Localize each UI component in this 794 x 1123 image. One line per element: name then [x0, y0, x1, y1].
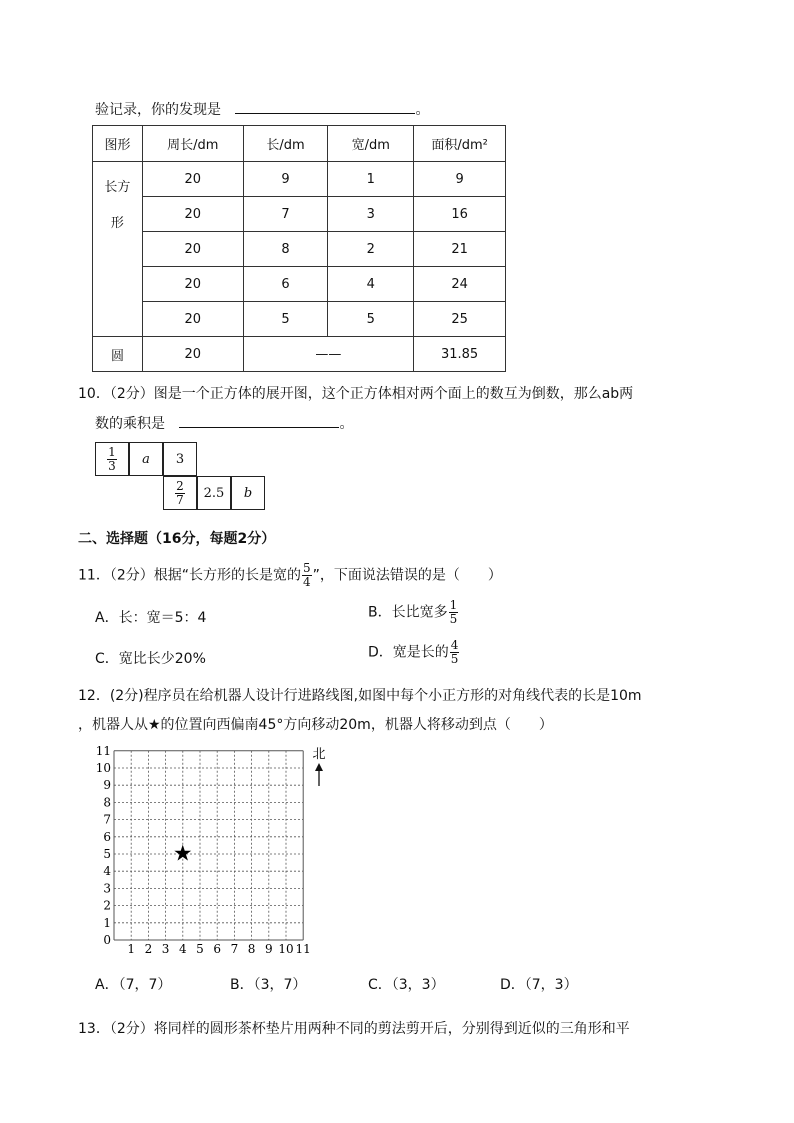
net-face-two-point-five: 2.5	[197, 476, 231, 510]
y-tick-label: 10	[95, 761, 111, 775]
table-row: 20 7 3 16	[93, 197, 506, 232]
table-row: 20 5 5 25	[93, 302, 506, 337]
table-header: 周长/dm	[142, 126, 243, 162]
net-face-two-sevenths: $\frac{2}{7}$	[163, 476, 197, 510]
q10-line1: 10．（2分）图是一个正方体的展开图，这个正方体相对两个面上的数互为倒数，那么ab两	[78, 386, 634, 402]
answer-blank	[179, 413, 339, 428]
section-title: 二、选择题（16分，每题2分）	[78, 531, 276, 547]
q11-option-a[interactable]: A．长：宽＝5：4	[95, 610, 207, 626]
y-tick-label: 11	[95, 743, 111, 758]
y-tick-label: 3	[103, 881, 111, 896]
table-header-row	[93, 126, 506, 162]
x-tick-label: 9	[264, 942, 273, 956]
y-tick-label: 2	[103, 898, 111, 913]
y-tick-label: 0	[103, 933, 111, 947]
x-tick-label: 8	[247, 942, 256, 956]
table-row: 长方形 20 9 1 9	[93, 162, 506, 197]
q10-line2: 数的乘积是 。	[95, 413, 353, 433]
net-face-a: a	[129, 442, 163, 476]
y-tick-label: 6	[103, 829, 111, 844]
north-label: 北	[312, 747, 326, 762]
q12-option-b[interactable]: B．（3，7）	[230, 977, 307, 993]
y-axis-labels	[96, 744, 112, 947]
y-tick-label: 9	[103, 778, 111, 793]
q11-option-d[interactable]: D．宽是长的 $\frac{4}{5}$	[368, 638, 459, 666]
q13-line1: 13．（2分）将同样的圆形茶杯垫片用两种不同的剪法剪开后，分别得到近似的三角形和平	[78, 1021, 630, 1037]
table-header: 面积/dm²	[414, 126, 506, 162]
net-face-three: 3	[163, 442, 197, 476]
cube-net	[95, 442, 275, 514]
q12-option-d[interactable]: D．（7，3）	[500, 977, 578, 993]
x-tick-label: 10	[278, 942, 294, 956]
star-icon: ★	[172, 841, 193, 867]
x-tick-label: 1	[127, 942, 136, 956]
grid-lines	[114, 751, 303, 940]
table-row: 20 8 2 21	[93, 232, 506, 267]
x-tick-label: 6	[213, 942, 222, 956]
y-tick-label: 7	[103, 812, 111, 827]
answer-blank	[235, 99, 415, 114]
x-tick-label: 2	[144, 942, 153, 956]
q12-option-c[interactable]: C．（3，3）	[368, 977, 445, 993]
north-arrowhead-icon	[315, 763, 323, 771]
intro-line: 验记录，你的发现是 。	[95, 99, 429, 119]
q11-option-c[interactable]: C．宽比长少20%	[95, 651, 206, 667]
x-tick-label: 3	[161, 942, 170, 956]
y-tick-label: 1	[103, 915, 111, 930]
table-row: 20 6 4 24	[93, 267, 506, 302]
y-tick-label: 4	[103, 864, 111, 879]
table-header: 宽/dm	[328, 126, 414, 162]
q12-option-a[interactable]: A．（7，7）	[95, 977, 172, 993]
y-tick-label: 8	[103, 795, 111, 810]
table-row-circle: 圆 20 —— 31.85	[93, 337, 506, 372]
q12-line1: 12．(2分)程序员在给机器人设计行进路线图,如图中每个小正方形的对角线代表的长是10m	[78, 688, 642, 704]
net-face-b: b	[231, 476, 265, 510]
q11-option-b[interactable]: B．长比宽多 $\frac{1}{5}$	[368, 598, 458, 626]
x-tick-label: 7	[230, 942, 239, 956]
q12-line2: ，机器人从★的位置向西偏南45°方向移动20m，机器人将移动到点（ ）	[78, 717, 553, 733]
net-face-one-third: $\frac{1}{3}$	[95, 442, 129, 476]
x-axis-labels	[127, 942, 310, 956]
x-tick-label: 5	[196, 942, 204, 956]
table-header: 图形	[93, 126, 143, 162]
coordinate-grid	[90, 742, 350, 964]
x-tick-label: 11	[295, 942, 311, 956]
y-tick-label: 5	[103, 847, 111, 861]
table-header: 长/dm	[243, 126, 328, 162]
shape-rect-cell: 长方形	[93, 162, 143, 337]
q11-stem: 11．（2分）根据“长方形的长是宽的 $\frac{5}{4}$ ”，下面说法错误的是（ ）	[78, 561, 502, 589]
perimeter-area-table	[92, 125, 506, 372]
x-tick-label: 4	[178, 942, 187, 956]
